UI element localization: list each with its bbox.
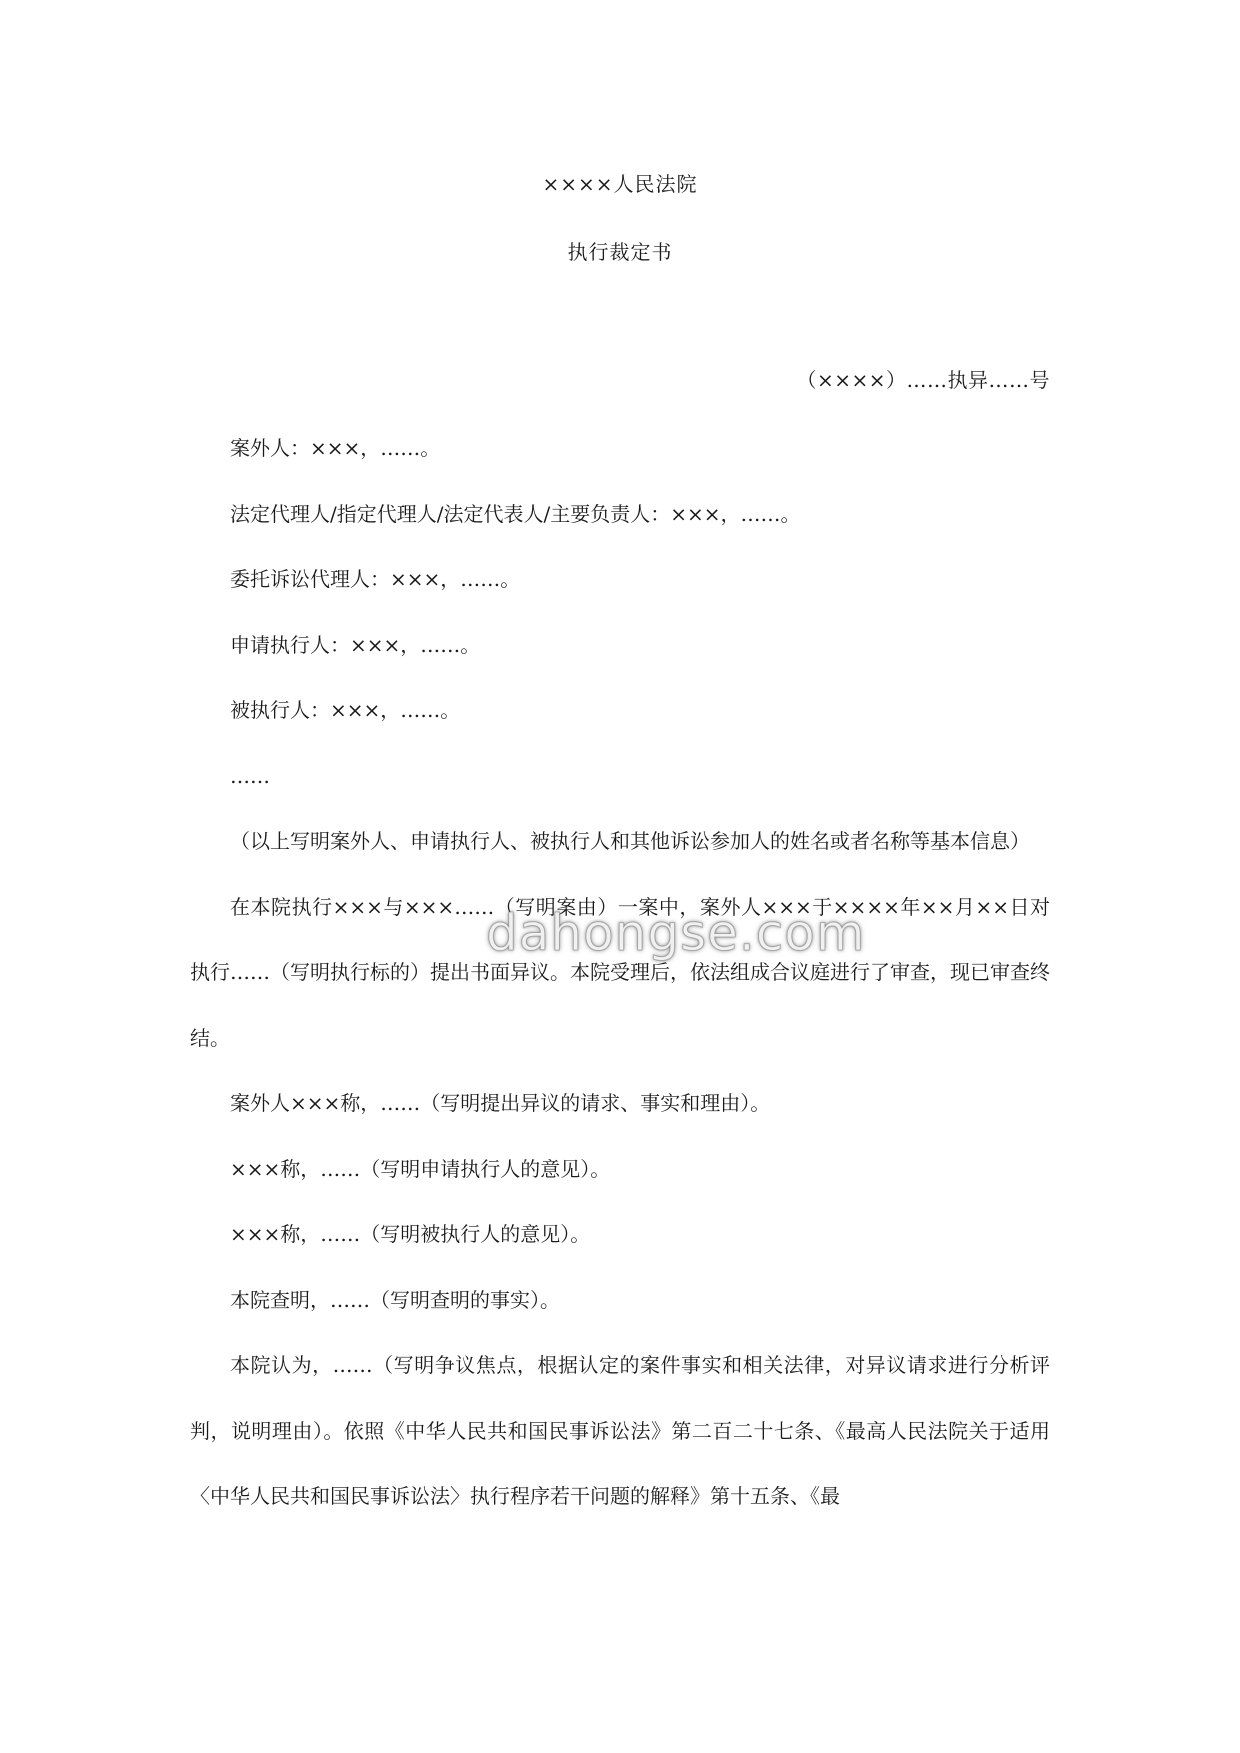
document-title: 执行裁定书: [567, 240, 673, 264]
paragraph-outsider-claim: 案外人×××称，……（写明提出异议的请求、事实和理由）。: [230, 1091, 771, 1115]
paragraph-applicant: 申请执行人：×××，……。: [230, 632, 481, 657]
watermark-text: dahongse.com: [486, 904, 866, 962]
paragraph-facts-found: 本院查明，……（写明查明的事实）。: [230, 1287, 560, 1312]
paragraph-respondent-opinion: ×××称，……（写明被执行人的意见）。: [230, 1222, 591, 1246]
document-body: [190, 416, 1050, 1530]
paragraph-party-info-note: （以上写明案外人、申请执行人、被执行人和其他诉讼参加人的姓名或者名称等基本信息）: [230, 829, 1030, 853]
paragraph-court-reasoning: 本院认为，……（写明争议焦点，根据认定的案件事实和相关法律，对异议请求进行分析评判，说明理由）。依照《中华人民共和国民事诉讼法》第二百二十七条、《最高人民法院关于适用〈中华人民共和国民事诉讼法〉执行程序若干问题的解释》第十五条、《最: [190, 1353, 1050, 1508]
paragraph-case-background: 在本院执行×××与×××……（写明案由）一案中，案外人×××于××××年××月××日对执行……（写明执行标的）提出书面异议。本院受理后，依法组成合议庭进行了审查，现已审查终结。: [190, 894, 1050, 1050]
paragraph-respondent: 被执行人：×××，……。: [230, 698, 461, 722]
court-name: ××××人民法院: [542, 172, 698, 196]
paragraph-applicant-opinion: ×××称，……（写明申请执行人的意见）。: [230, 1156, 611, 1181]
case-number: （××××）……执异……号: [796, 368, 1050, 392]
paragraph-entrusted-agent: 委托诉讼代理人：×××，……。: [230, 567, 521, 591]
paragraph-legal-representative: 法定代理人/指定代理人/法定代表人/主要负责人：×××，……。: [230, 501, 801, 526]
paragraph-outsider: 案外人：×××，……。: [230, 436, 441, 460]
paragraph-ellipsis: ……: [230, 763, 270, 788]
